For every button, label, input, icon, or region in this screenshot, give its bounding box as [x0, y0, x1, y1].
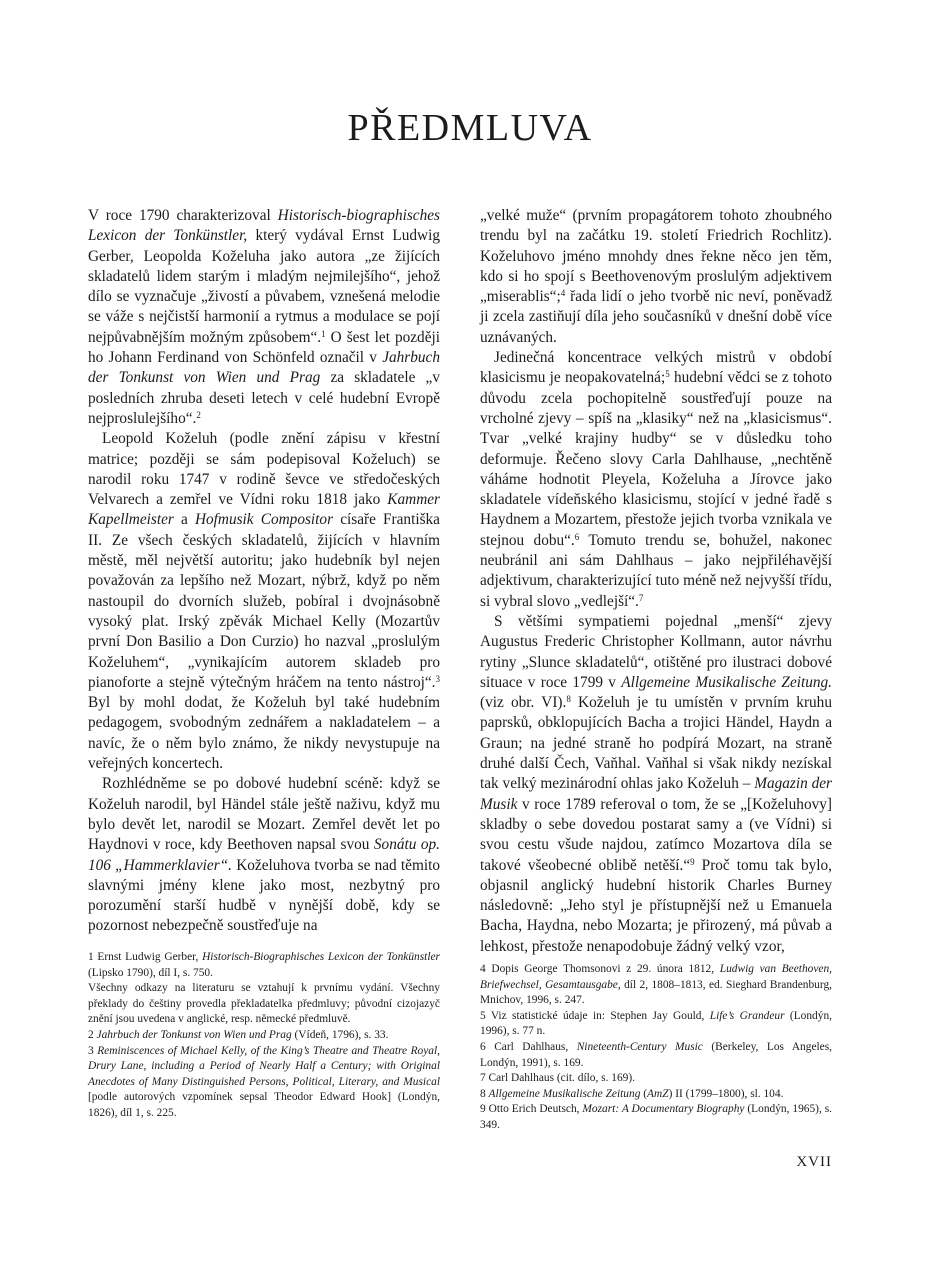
paragraph: V roce 1790 charakterizoval Historisch-biographisches Lexicon der Tonkünstler, který vydával Ernst Ludwig Gerber, Leopolda Koželuha jako autora „ze žijících skladatelů lidem starým i mladým nejmilejšího“, jehož dílo se vyznačuje „živostí a půvabem, vznešená melodie se váže s nejčistší harmonií a rytmus a modulace se pojí nejpůvabnějším možným způsobem“.$^1$ O šest let později ho Johann Ferdinand von Schönfeld označil v Jahrbuch der Tonkunst von Wien und Prag za skladatele „v posledních zhruba deseti letech v celé hudební Evropě nejproslulejšího“.$^2$	[88, 207, 440, 427]
page-number: XVII	[796, 1154, 832, 1170]
footnote-5: 5 Viz statistické údaje in: Stephen Jay Gould, Life’s Grandeur (Londýn, 1996), s. 77 n.	[480, 1009, 832, 1038]
footnote-4: 4 Dopis George Thomsonovi z 29. února 1812, Ludwig van Beethoven, Briefwechsel, Gesamtausgabe, díl 2, 1808–1813, ed. Sieghard Brandenburg, Mnichov, 1996, s. 247.	[480, 963, 832, 1007]
text-column-right	[480, 206, 832, 957]
footnotes-right	[480, 962, 832, 1134]
footnote-9: 9 Otto Erich Deutsch, Mozart: A Documentary Biography (Londýn, 1965), s. 349.	[480, 1103, 832, 1131]
footnote-ref[interactable]: 5	[665, 369, 670, 380]
footnote-8: 8 Allgemeine Musikalische Zeitung (AmZ) II (1799–1800), sl. 104.	[480, 1087, 784, 1100]
footnote-ref[interactable]: 2	[196, 409, 201, 420]
footnotes-left	[88, 950, 440, 1122]
paragraph: Rozhlédněme se po dobové hudební scéně: když se Koželuh narodil, byl Händel stále ještě naživu, když mu bylo devět let, narodil se Mozart. Zemřel devět let po Haydnovi v roce, kdy Beethoven napsal svou Sonátu op. 106 „Hammerklavier“. Koželuhova tvorba se nad těmito slavnými jmény klene jako most, nezbytný pro porozumění starší hudbě v nynější době, kdy se pozornost nebezpečně soustřeďuje na	[88, 775, 441, 935]
paragraph: S většími sympatiemi pojednal „menší“ zjevy Augustus Frederic Christopher Kollmann, autor návrhu rytiny „Slunce skladatelů“, otištěné pro ilustraci dobové situace v roce 1799 v Allgemeine Musikalische Zeitung. (viz obr. VI).$^8$ Koželuh je tu umístěn v prvním kruhu paprsků, obklopujících Bacha a trojici Händel, Haydn a Graun; na jedné straně ho podpírá Mozart, na straně druhé další Čech, Vaňhal. Vaňhal si však nikdy nezískal tak velký mezinárodní ohlas jako Koželuh – Magazin der Musik v roce 1789 referoval o tom, že se „[Koželuhovy] skladby o sebe dovedou postarat samy a (ve Vídni) si svou cestu všude najdou, zatímco Mozartova díla se takové všeobecné oblibě netěší.“$^9$ Proč tomu tak bylo, objasnil anglický hudební historik Charles Burney následovně: „Jeho styl je přístupnější než u Emanuela Bacha, Haydna, nebo Mozarta; je přirozený, má půvab a lehkost, přestože nenapodobuje žádný velký vzor,	[480, 612, 833, 955]
footnote-ref[interactable]: 9	[690, 856, 695, 867]
footnote-1: 1 Ernst Ludwig Gerber, Historisch-Biographisches Lexicon der Tonkünstler (Lipsko 1790), díl I, s. 750.	[88, 951, 440, 979]
footnote-3: 3 Reminiscences of Michael Kelly, of the King’s Theatre and Theatre Royal, Drury Lane, including a Period of Nearly Half a Century; with Original Anecdotes of Many Distinguished Persons, Political, Literary, and Musical [podle autorových vzpomínek sepsal Theodor Edward Hook] (Londýn, 1826), díl 1, s. 225.	[88, 1044, 441, 1119]
text-column-left	[88, 206, 440, 937]
footnote-7: 7 Carl Dahlhaus (cit. dílo, s. 169).	[480, 1072, 636, 1085]
footnote-ref[interactable]: 4	[560, 288, 566, 299]
paragraph: Jedinečná koncentrace velkých mistrů v období klasicismu je neopakovatelná;$^5$ hudební vědci se z tohoto důvodu zcela pochopitelně soustřeďují pouze na vrcholné zjevy – spíš na „klasiky“ než na „klasicismus“. Tvar „velké krajiny hudby“ se v důsledku toho deformuje. Řečeno slovy Carla Dahlhause, „nechtěně váháme hodnotit Pleyela, Koželuha a Jírovce jako skladatele vídeňského klasicismu, stojící v jedné řadě s Haydnem a Mozartem, přestože jejich tvorba vznikala ve stejnou dobu“.$^6$ Tomuto trendu se, bohužel, nakonec neubránil ani sám Dahlhaus – jako nejpřiléhavější adjektivum, charakterizující tuto méně než nejvyšší třídu, si vybral slovo „vedlejší“.$^7$	[480, 349, 833, 610]
footnote-ref[interactable]: 7	[638, 592, 644, 603]
footnote-ref[interactable]: 1	[321, 328, 326, 339]
footnote-6: 6 Carl Dahlhaus, Nineteenth-Century Music (Berkeley, Los Angeles, Londýn, 1991), s. 169.	[480, 1040, 833, 1069]
footnote-1-note: Všechny odkazy na literaturu se vztahují k prvnímu vydání. Všechny překlady do češtiny provedla překladatelka předmluvy; původní cizojazyč znění jsou uvedena v anglické, resp. německé předmluvě.	[88, 982, 440, 1026]
page-title: PŘEDMLUVA	[347, 107, 593, 149]
paragraph: Leopold Koželuh (podle znění zápisu v křestní matrice; později se sám podepisoval Koželuch) se narodil roku 1747 v rodině ševce ve středočeských Velvarech a zemřel ve Vídni roku 1818 jako Kammer Kapellmeister a Hofmusik Compositor císaře Františka II. Ze všech českých skladatelů, žijících v hlavním městě, měl největší autoritu; jako hudebník byl nejen považován za lepšího než Mozart, nýbrž, když po něm nastoupil do dvorních služeb, pobíral i dvojnásobně vysoký plat. Irský zpěvák Michael Kelly (Mozartův první Don Basilio a Don Curzio) ho nazval „proslulým Koželuhem“, „vynikajícím autorem skladeb pro pianoforte a stejně výtečným hráčem na tento nástroj“.$^3$ Byl by mohl dodat, že Koželuh byl také hudebním pedagogem, svobodným zednářem a nakladatelem – a navíc, že o něm bylo známo, že nikdy nevystupuje na veřejných koncertech.	[88, 430, 440, 773]
footnote-ref[interactable]: 6	[574, 531, 580, 542]
paragraph: „velké muže“ (prvním propagátorem tohoto zhoubného trendu byl na začátku 19. století Friedrich Rochlitz). Koželuhovo jméno mnohdy dnes řekne něco jen těm, kdo si ho spojí s Beethovenovým proslulým adjektivem „miserablis“;$^4$ řada lidí o jeho tvorbě nic neví, poněvadž ji zcela zastiňují díla jeho současníků v dnešní době více uznávaných.	[480, 207, 832, 346]
footnote-ref[interactable]: 3	[435, 673, 440, 684]
footnote-ref[interactable]: 8	[566, 694, 571, 705]
footnote-2: 2 Jahrbuch der Tonkunst von Wien und Prag (Vídeň, 1796), s. 33.	[88, 1028, 389, 1041]
